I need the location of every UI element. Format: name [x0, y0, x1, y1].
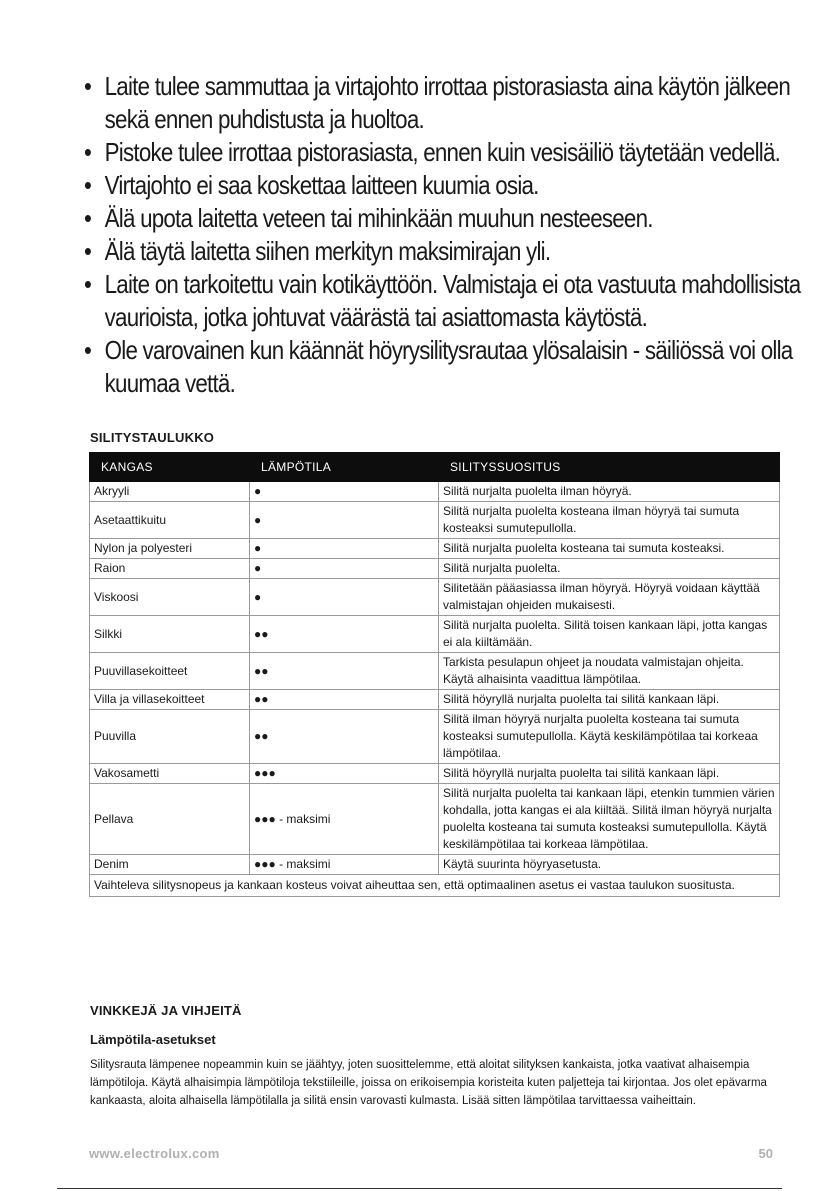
page-number: 50: [758, 1146, 773, 1161]
table-row: [90, 502, 780, 539]
bullet-item: • Ole varovainen kun käännät höyrysilitysrautaa ylösalaisin - säiliössä voi olla kuumaa vettä.: [84, 334, 686, 400]
header-temperature: LÄMPÖTILA: [250, 453, 439, 482]
temperature-settings-subtitle: Lämpötila-asetukset: [90, 1032, 216, 1047]
recommendation-cell: Silitä nurjalta puolelta.: [439, 559, 780, 579]
fabric-cell: Nylon ja polyesteri: [90, 539, 250, 559]
fabric-cell: Puuvillasekoitteet: [90, 653, 250, 690]
footer-divider: [57, 1188, 782, 1189]
fabric-cell: Puuvilla: [90, 710, 250, 764]
table-row: [90, 784, 780, 855]
fabric-cell: Akryyli: [90, 482, 250, 502]
temperature-cell: ●: [250, 559, 439, 579]
recommendation-cell: Silitä nurjalta puolelta kosteana tai sumuta kosteaksi.: [439, 539, 780, 559]
header-fabric: KANGAS: [90, 453, 250, 482]
table-row: [90, 616, 780, 653]
temperature-cell: ●: [250, 482, 439, 502]
temperature-cell: ●: [250, 502, 439, 539]
ironing-table: [89, 452, 780, 897]
table-row: [90, 690, 780, 710]
bullet-item: • Älä täytä laitetta siihen merkityn maksimirajan yli.: [84, 235, 686, 268]
table-row: [90, 855, 780, 875]
table-row: [90, 710, 780, 764]
fabric-cell: Villa ja villasekoitteet: [90, 690, 250, 710]
fabric-cell: Vakosametti: [90, 764, 250, 784]
table-row: [90, 539, 780, 559]
bullet-item: • Pistoke tulee irrottaa pistorasiasta, ennen kuin vesisäiliö täytetään vedellä.: [84, 136, 686, 169]
recommendation-cell: Silitä ilman höyryä nurjalta puolelta kosteana tai sumuta kosteaksi sumutepullolla. Käytä keskilämpötilaa tai korkeaa lämpötilaa.: [439, 710, 780, 764]
table-row: [90, 579, 780, 616]
bullet-item: • Laite tulee sammuttaa ja virtajohto irrottaa pistorasiasta aina käytön jälkeen sekä ennen puhdistusta ja huoltoa.: [84, 70, 686, 136]
bullet-item: • Laite on tarkoitettu vain kotikäyttöön. Valmistaja ei ota vastuuta mahdollisista vaurioista, jotka johtuvat väärästä tai asiattomasta käytöstä.: [84, 268, 686, 334]
recommendation-cell: Silitä nurjalta puolelta. Silitä toisen kankaan läpi, jotta kangas ei ala kiiltämään.: [439, 616, 780, 653]
recommendation-cell: Käytä suurinta höyryasetusta.: [439, 855, 780, 875]
bullet-item: • Älä upota laitetta veteen tai mihinkään muuhun nesteeseen.: [84, 202, 686, 235]
table-row: [90, 482, 780, 502]
temperature-cell: ●●: [250, 616, 439, 653]
recommendation-cell: Silitä nurjalta puolelta tai kankaan läpi, etenkin tummien värien kohdalla, jotta kangas ei ala kiiltää. Silitä ilman höyryä nurjalta puolelta kosteana tai sumuta kosteaksi sumutepullolla. Käytä keskilämpötilaa tai korkeaa lämpötilaa.: [439, 784, 780, 855]
tips-title: VINKKEJÄ JA VIHJEITÄ: [90, 1003, 242, 1018]
temperature-cell: ●: [250, 539, 439, 559]
recommendation-cell: Silitä höyryllä nurjalta puolelta tai silitä kankaan läpi.: [439, 764, 780, 784]
temperature-cell: ●●: [250, 653, 439, 690]
temperature-cell: ●●●: [250, 764, 439, 784]
safety-bullet-list: [84, 70, 801, 400]
fabric-cell: Viskoosi: [90, 579, 250, 616]
table-row: [90, 559, 780, 579]
fabric-cell: Denim: [90, 855, 250, 875]
fabric-cell: Raion: [90, 559, 250, 579]
bullet-item: • Virtajohto ei saa koskettaa laitteen kuumia osia.: [84, 169, 686, 202]
temperature-settings-paragraph: Silitysrauta lämpenee nopeammin kuin se jäähtyy, joten suosittelemme, että aloitat silityksen kankaista, jotka vaativat alhaisempia lämpötiloja. Käytä alhaisimpia lämpötiloja tekstiileille, joissa on erikoisempia koristeita kuten paljetteja tai kirjontaa. Jos olet epävarma kankaasta, aloita alhaisella lämpötilalla ja silitä ensin varovasti kulmasta. Lisää sitten lämpötilaa tarvittaessa vaiheittain.: [90, 1059, 767, 1107]
table-row: [90, 764, 780, 784]
header-recommendation: SILITYSSUOSITUS: [439, 453, 780, 482]
ironing-table-title: SILITYSTAULUKKO: [90, 430, 215, 445]
table-row: [90, 653, 780, 690]
footer-website: www.electrolux.com: [89, 1146, 220, 1161]
recommendation-cell: Silitetään pääasiassa ilman höyryä. Höyryä voidaan käyttää valmistajan ohjeiden mukaisesti.: [439, 579, 780, 616]
table-header-row: [90, 453, 780, 482]
temperature-cell: ●●● - maksimi: [250, 784, 439, 855]
temperature-cell: ●●: [250, 690, 439, 710]
recommendation-cell: Silitä nurjalta puolelta kosteana ilman höyryä tai sumuta kosteaksi sumutepullolla.: [439, 502, 780, 539]
temperature-cell: ●●● - maksimi: [250, 855, 439, 875]
fabric-cell: Pellava: [90, 784, 250, 855]
recommendation-cell: Tarkista pesulapun ohjeet ja noudata valmistajan ohjeita. Käytä alhaisinta vaadittua lämpötilaa.: [439, 653, 780, 690]
recommendation-cell: Silitä höyryllä nurjalta puolelta tai silitä kankaan läpi.: [439, 690, 780, 710]
temperature-cell: ●●: [250, 710, 439, 764]
fabric-cell: Asetaattikuitu: [90, 502, 250, 539]
table-note-row: [90, 875, 780, 897]
temperature-cell: ●: [250, 579, 439, 616]
fabric-cell: Silkki: [90, 616, 250, 653]
recommendation-cell: Silitä nurjalta puolelta ilman höyryä.: [439, 482, 780, 502]
table-note: Vaihteleva silitysnopeus ja kankaan kosteus voivat aiheuttaa sen, että optimaalinen asetus ei vastaa taulukon suositusta.: [90, 875, 780, 897]
